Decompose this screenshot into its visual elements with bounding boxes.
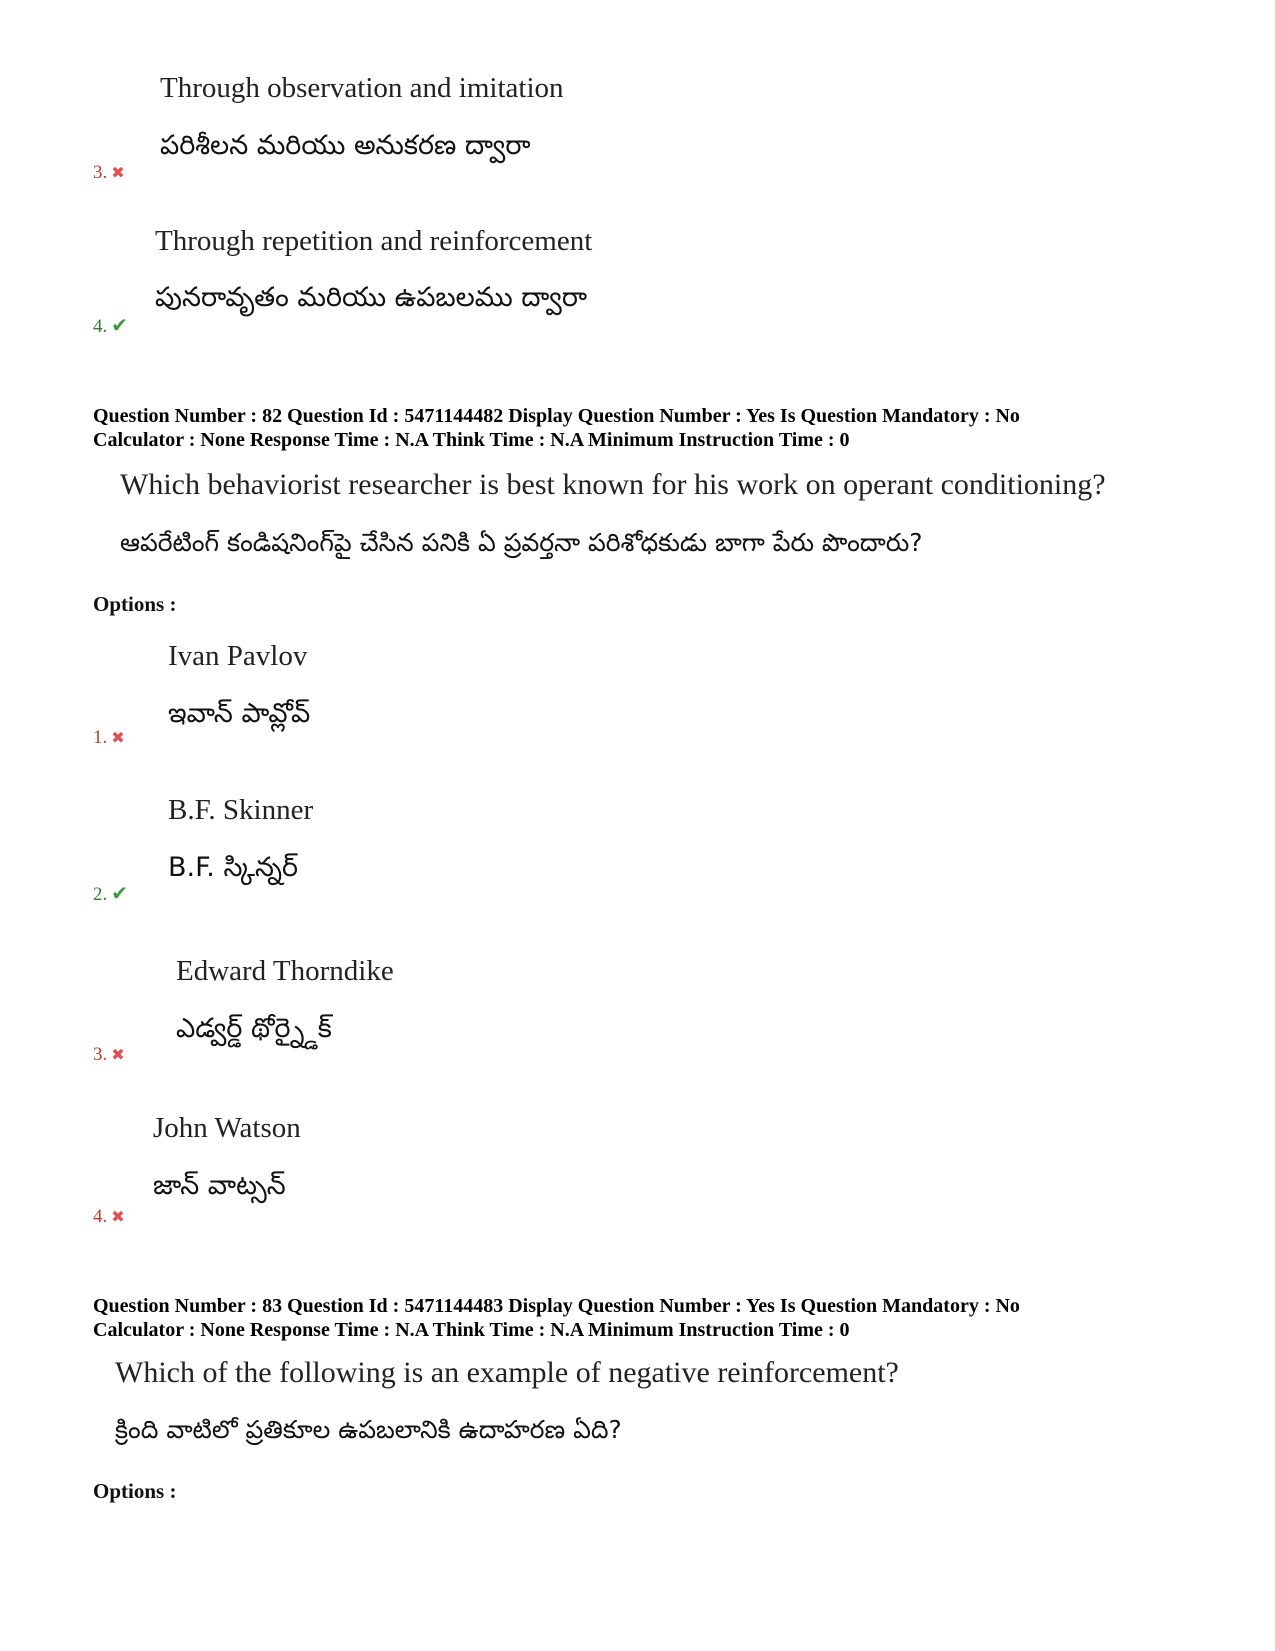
cross-icon: ✖	[111, 730, 125, 747]
question-83-meta	[93, 1294, 1020, 1342]
q82-option-1-marker	[93, 727, 125, 749]
check-icon: ✔	[111, 315, 129, 337]
cross-icon: ✖	[111, 1047, 125, 1064]
option-4-telugu: పునరావృతం మరియు ఉపబలము ద్వారా	[155, 282, 588, 313]
question-83-text-english: Which of the following is an example of negative reinforcement?	[115, 1356, 899, 1389]
cross-icon: ✖	[111, 1209, 125, 1226]
q82-option-1-telugu: ఇవాన్ పావ్లోవ్	[168, 698, 311, 729]
option-3-marker	[93, 162, 125, 184]
question-83-text-telugu: క్రింది వాటిలో ప్రతికూల ఉపబలానికి ఉదాహరణ ఏది?	[115, 1415, 622, 1444]
q82-option-2-english: B.F. Skinner	[168, 794, 314, 826]
option-number: 4.	[93, 1206, 108, 1227]
cross-icon: ✖	[111, 165, 125, 182]
option-4-marker	[93, 313, 128, 338]
q82-option-3-english: Edward Thorndike	[176, 955, 394, 987]
question-82-text-telugu: ఆపరేటింగ్ కండిషనింగ్‌పై చేసిన పనికి ఏ ప్రవర్తనా పరిశోధకుడు బాగా పేరు పొందారు?	[120, 528, 923, 557]
q82-option-4-english: John Watson	[153, 1112, 301, 1144]
q82-option-3-telugu: ఎడ్వర్డ్ థోర్న్డైక్	[176, 1013, 332, 1044]
option-3-english: Through observation and imitation	[160, 72, 564, 104]
q82-option-3-marker	[93, 1044, 125, 1066]
meta-line-2: Calculator : None Response Time : N.A Think Time : N.A Minimum Instruction Time : 0	[93, 429, 850, 451]
q82-option-4-marker	[93, 1206, 125, 1228]
question-82-meta	[93, 404, 1020, 452]
meta-line-2: Calculator : None Response Time : N.A Think Time : N.A Minimum Instruction Time : 0	[93, 1319, 850, 1341]
q82-option-2-marker	[93, 881, 128, 906]
option-number: 4.	[93, 316, 108, 337]
option-number: 2.	[93, 884, 108, 905]
question-82-text-english: Which behaviorist researcher is best known for his work on operant conditioning?	[120, 468, 1106, 501]
check-icon: ✔	[111, 883, 129, 905]
option-number: 3.	[93, 162, 108, 183]
q82-option-4-telugu: జాన్ వాట్సన్	[153, 1170, 286, 1201]
q82-option-2-telugu: B.F. స్కిన్నర్	[168, 852, 299, 883]
option-number: 1.	[93, 727, 108, 748]
options-label: Options :	[93, 592, 177, 616]
option-3-telugu: పరిశీలన మరియు అనుకరణ ద్వారా	[160, 130, 531, 161]
option-4-english: Through repetition and reinforcement	[155, 225, 593, 257]
options-label: Options :	[93, 1479, 177, 1503]
meta-line-1: Question Number : 83 Question Id : 5471144483 Display Question Number : Yes Is Question Mandatory : No	[93, 1295, 1020, 1317]
meta-line-1: Question Number : 82 Question Id : 5471144482 Display Question Number : Yes Is Question Mandatory : No	[93, 405, 1020, 427]
option-number: 3.	[93, 1044, 108, 1065]
q82-option-1-english: Ivan Pavlov	[168, 640, 308, 672]
